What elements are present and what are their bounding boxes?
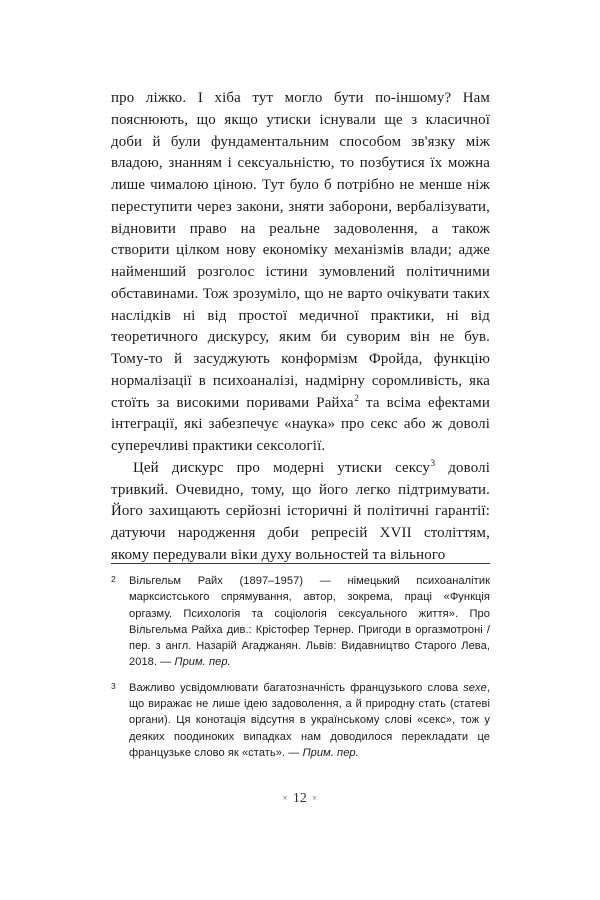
page-folio (0, 790, 600, 806)
paragraph-text-before-footnote-marker: Цей дискурс про модерні утиски сексу (133, 459, 430, 476)
folio-ornament-left-icon: × (282, 792, 288, 803)
footnote-text (129, 575, 490, 668)
footnote-item (111, 680, 490, 761)
page-number: 12 (292, 790, 308, 805)
footnotes-block (111, 563, 490, 761)
body-paragraph (111, 458, 490, 567)
paragraph-text-after-footnote-marker: та всіма ефектами інтеграції, які забезпечує «наука» про секс або ж доволі суперечливі практики сексології. (111, 394, 490, 454)
folio-ornament-right-icon: × (312, 792, 318, 803)
body-paragraph (111, 88, 490, 458)
footnote-number: 3 (111, 680, 116, 691)
footnote-separator-rule (111, 563, 490, 564)
footnote-marker-2[interactable]: 2 (354, 392, 359, 403)
footnote-text-run: Важливо усвідомлювати багатозначність французького слова (129, 681, 464, 694)
footnote-text (129, 682, 490, 759)
paragraph-text-before-footnote-marker: про ліжко. І хіба тут могло бути по-іншому? Нам пояснюють, що якщо утиски існували ще з класичної доби й були фундаментальним способом зв'язку між владою, знанням і сексуальністю, то позбутися їх можна лише чималою ціною. Тут було б потрібно не менше ніж переступити через закони, зняти заборони, вербалізувати, відновити право на реальне задоволення, а також створити цілком нову економіку механізмів влади; адже найменший розголос істини зумовлений політичними обставинами. Тож зрозуміло, що не варто очікувати таких наслідків ні від простої медичної практики, ні від теоретичного дискурсу, яким би суворим він не був. Тому-то й засуджують конформізм Фройда, функцію нормалізації в психоаналізі, надмірну соромливість, яка стоїть за високими поривами Райха (111, 90, 490, 411)
body-text-column (111, 88, 490, 567)
footnote-italic-run: Прим. пер. (174, 656, 231, 669)
footnote-italic-run: sexe (463, 681, 487, 694)
footnote-marker-3[interactable]: 3 (430, 457, 436, 468)
footnote-item (111, 573, 490, 671)
footnote-italic-run: Прим. пер. (302, 746, 359, 759)
footnote-text-run: Вільгельм Райх (1897–1957) — німецький психоаналітик марксистського спрямування, автор, зокрема, праці «Функція оргазму. Психологія та соціологія сексуального життя». Про Вільгельма Райха див.: Крістофер Тернер. Пригоди в оргазмотроні / пер. з англ. Назарій Агаджанян. Львів: Видавництво Старого Лева, 2018. — (129, 575, 490, 669)
paragraph-text-after-footnote-marker: доволі тривкий. Очевидно, тому, що його легко підтримувати. Його захищають серйозні історичні й політичні гарантії: датуючи народження доби репресій XVII століттям, якому передували віки духу вольностей та вільного (111, 459, 490, 563)
footnote-number: 2 (111, 574, 116, 584)
footnote-text-run: , що виражає не лише ідею задоволення, а й природну стать (статеві органи). Ця конотація відсутня в українському слові «секс», тож у деяких поодиноких випадках нам доводилося перекладати це французьке слово як «стать». — (129, 681, 490, 759)
